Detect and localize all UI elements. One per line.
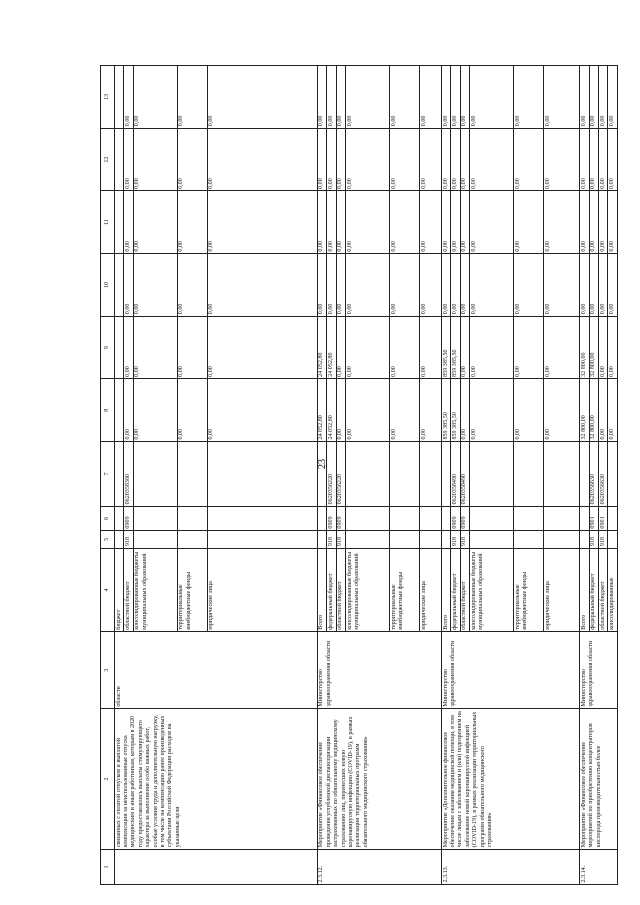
row-number-cell bbox=[115, 849, 318, 884]
amount-cell bbox=[115, 128, 124, 191]
row-number-cell: 2.3.13. bbox=[442, 849, 580, 884]
amount-cell: 0,00 bbox=[451, 191, 460, 254]
column-header: 3 bbox=[101, 632, 115, 709]
funding-source-cell: областной бюджет bbox=[124, 548, 133, 632]
target-article-cell bbox=[544, 442, 580, 507]
amount-cell: 0,00 bbox=[442, 128, 451, 191]
amount-cell: 0,00 bbox=[327, 191, 336, 254]
section-code-cell bbox=[346, 506, 390, 530]
funding-source-cell: Всего bbox=[442, 548, 451, 632]
target-article-cell bbox=[514, 442, 544, 507]
section-code-cell: 0909 bbox=[336, 506, 345, 530]
amount-cell: 0,00 bbox=[317, 254, 326, 317]
section-code-cell bbox=[207, 506, 317, 530]
target-article-cell: 0620356220 bbox=[336, 442, 345, 507]
section-code-cell bbox=[177, 506, 207, 530]
amount-cell: 24 052,80 bbox=[327, 379, 336, 442]
amount-cell: 0,00 bbox=[451, 66, 460, 129]
amount-cell: 0,00 bbox=[514, 66, 544, 129]
funding-source-cell: консолидированные бюджеты муниципальных образований bbox=[470, 548, 514, 632]
amount-cell: 0,00 bbox=[514, 254, 544, 317]
amount-cell: 859 385,50 bbox=[451, 379, 460, 442]
amount-cell: 0,00 bbox=[460, 316, 469, 379]
amount-cell: 24 052,80 bbox=[317, 379, 326, 442]
amount-cell: 0,00 bbox=[177, 254, 207, 317]
amount-cell: 24 052,80 bbox=[327, 316, 336, 379]
amount-cell: 0,00 bbox=[580, 128, 589, 191]
amount-cell: 32 800,00 bbox=[589, 316, 598, 379]
amount-cell: 0,00 bbox=[327, 66, 336, 129]
funding-source-cell: территориальные внебюджетные фонды bbox=[514, 548, 544, 632]
amount-cell: 0,00 bbox=[420, 191, 442, 254]
amount-cell: 0,00 bbox=[420, 66, 442, 129]
amount-cell: 859 385,50 bbox=[442, 316, 451, 379]
grbs-code-cell bbox=[420, 531, 442, 549]
amount-cell: 0,00 bbox=[580, 191, 589, 254]
executor-cell: области bbox=[115, 632, 318, 709]
amount-cell: 859 385,50 bbox=[451, 316, 460, 379]
column-header: 4 bbox=[101, 548, 115, 632]
target-article-cell: 0620356630 bbox=[599, 442, 608, 507]
section-code-cell bbox=[442, 506, 451, 530]
target-article-cell bbox=[207, 442, 317, 507]
column-header: 13 bbox=[101, 66, 115, 129]
amount-cell: 0,00 bbox=[207, 379, 317, 442]
column-header: 12 bbox=[101, 128, 115, 191]
amount-cell: 0,00 bbox=[317, 66, 326, 129]
amount-cell: 0,00 bbox=[346, 128, 390, 191]
grbs-code-cell bbox=[177, 531, 207, 549]
grbs-code-cell bbox=[544, 531, 580, 549]
amount-cell: 0,00 bbox=[124, 128, 133, 191]
grbs-code-cell bbox=[133, 531, 177, 549]
target-article-cell bbox=[608, 442, 617, 507]
amount-cell: 0,00 bbox=[442, 254, 451, 317]
amount-cell: 0,00 bbox=[608, 316, 617, 379]
target-article-cell bbox=[133, 442, 177, 507]
amount-cell: 0,00 bbox=[608, 66, 617, 129]
amount-cell: 0,00 bbox=[177, 191, 207, 254]
section-code-cell bbox=[544, 506, 580, 530]
executor-cell: Министерство здравоохранения области bbox=[317, 632, 441, 709]
amount-cell: 0,00 bbox=[451, 128, 460, 191]
page-number: 23 bbox=[317, 459, 328, 469]
column-header: 8 bbox=[101, 379, 115, 442]
section-code-cell bbox=[580, 506, 589, 530]
amount-cell: 0,00 bbox=[207, 191, 317, 254]
amount-cell: 0,00 bbox=[451, 254, 460, 317]
amount-cell: 0,00 bbox=[133, 191, 177, 254]
measure-description-cell: Мероприятие «Финансовое обеспечение мероприятий по приобретению концентраторов кислорода производительностью более bbox=[580, 709, 618, 850]
amount-cell: 0,00 bbox=[177, 128, 207, 191]
amount-cell: 0,00 bbox=[390, 66, 420, 129]
target-article-cell bbox=[115, 442, 124, 507]
grbs-code-cell: 918 bbox=[589, 531, 598, 549]
section-code-cell bbox=[608, 506, 617, 530]
grbs-code-cell bbox=[390, 531, 420, 549]
amount-cell: 0,00 bbox=[207, 128, 317, 191]
amount-cell: 0,00 bbox=[608, 254, 617, 317]
column-header: 9 bbox=[101, 316, 115, 379]
executor-cell: Министерство здравоохранения области bbox=[580, 632, 618, 709]
amount-cell: 0,00 bbox=[608, 128, 617, 191]
amount-cell: 0,00 bbox=[470, 128, 514, 191]
amount-cell: 0,00 bbox=[460, 128, 469, 191]
grbs-code-cell: 918 bbox=[327, 531, 336, 549]
column-header: 5 bbox=[101, 531, 115, 549]
amount-cell: 0,00 bbox=[390, 128, 420, 191]
column-header: 1 bbox=[101, 849, 115, 884]
amount-cell: 0,00 bbox=[317, 191, 326, 254]
amount-cell: 0,00 bbox=[599, 66, 608, 129]
section-code-cell: 0901 bbox=[589, 506, 598, 530]
amount-cell bbox=[115, 379, 124, 442]
amount-cell: 0,00 bbox=[317, 128, 326, 191]
amount-cell: 0,00 bbox=[599, 379, 608, 442]
target-article-cell bbox=[346, 442, 390, 507]
amount-cell: 0,00 bbox=[589, 66, 598, 129]
grbs-code-cell bbox=[115, 531, 124, 549]
column-header: 2 bbox=[101, 709, 115, 850]
amount-cell: 0,00 bbox=[442, 66, 451, 129]
target-article-cell bbox=[470, 442, 514, 507]
target-article-cell: 0620356220 bbox=[327, 442, 336, 507]
target-article-cell bbox=[317, 442, 326, 507]
amount-cell: 0,00 bbox=[177, 66, 207, 129]
budget-table bbox=[100, 65, 618, 885]
amount-cell: 0,00 bbox=[346, 316, 390, 379]
amount-cell: 0,00 bbox=[133, 128, 177, 191]
section-code-cell: 0901 bbox=[599, 506, 608, 530]
grbs-code-cell bbox=[514, 531, 544, 549]
column-header: 10 bbox=[101, 254, 115, 317]
target-article-cell: 0620358490 bbox=[451, 442, 460, 507]
target-article-cell bbox=[390, 442, 420, 507]
grbs-code-cell bbox=[207, 531, 317, 549]
measure-description-cell: связанных с оплатой отпусков и выплатой компенсации за неиспользованные отпуска медицинским и иным работникам, которым в 2020 году предоставлялись выплаты стимулирующего характера за выполнение особо важных работ, особые условия труда и дополнительную нагрузку, в том числе на компенсацию ранее произведенных субъектами Российской Федерации расходов на указанные цели bbox=[115, 709, 318, 850]
amount-cell: 0,00 bbox=[390, 254, 420, 317]
funding-source-cell: федеральный бюджет bbox=[327, 548, 336, 632]
amount-cell: 0,00 bbox=[124, 254, 133, 317]
funding-source-cell: консолидированные бюджеты муниципальных образований bbox=[346, 548, 390, 632]
grbs-code-cell: 918 bbox=[451, 531, 460, 549]
amount-cell: 0,00 bbox=[470, 191, 514, 254]
amount-cell: 0,00 bbox=[346, 191, 390, 254]
table-row bbox=[317, 66, 326, 885]
amount-cell: 0,00 bbox=[599, 254, 608, 317]
amount-cell: 0,00 bbox=[124, 191, 133, 254]
target-article-cell: 0620356630 bbox=[589, 442, 598, 507]
funding-source-cell: территориальные внебюджетные фонды bbox=[390, 548, 420, 632]
measure-description-cell: Мероприятие «Дополнительное финансовое обеспечение оказания медицинской помощи, в том числе лицам с заболеванием и (или) подозрением на заболевание новой коронавирусной инфекцией (COVID-19), в рамках реализации территориальных программ обязательного медицинского страхования» bbox=[442, 709, 580, 850]
amount-cell: 0,00 bbox=[599, 316, 608, 379]
amount-cell: 0,00 bbox=[336, 191, 345, 254]
amount-cell: 0,00 bbox=[390, 191, 420, 254]
amount-cell: 0,00 bbox=[470, 254, 514, 317]
amount-cell: 0,00 bbox=[420, 128, 442, 191]
amount-cell: 0,00 bbox=[460, 191, 469, 254]
funding-source-cell: территориальные внебюджетные фонды bbox=[177, 548, 207, 632]
grbs-code-cell bbox=[580, 531, 589, 549]
target-article-cell: 0620358360 bbox=[124, 442, 133, 507]
amount-cell: 0,00 bbox=[420, 254, 442, 317]
amount-cell: 0,00 bbox=[420, 379, 442, 442]
section-code-cell bbox=[514, 506, 544, 530]
table-row bbox=[442, 66, 451, 885]
amount-cell: 32 800,00 bbox=[589, 379, 598, 442]
amount-cell: 32 800,00 bbox=[580, 379, 589, 442]
section-code-cell: 0909 bbox=[460, 506, 469, 530]
section-code-cell bbox=[115, 506, 124, 530]
amount-cell bbox=[115, 191, 124, 254]
amount-cell bbox=[115, 316, 124, 379]
funding-source-cell: юридические лица bbox=[207, 548, 317, 632]
table-body bbox=[101, 66, 618, 885]
funding-source-cell: федеральный бюджет bbox=[589, 548, 598, 632]
section-code-cell bbox=[470, 506, 514, 530]
grbs-code-cell bbox=[346, 531, 390, 549]
target-article-cell bbox=[177, 442, 207, 507]
target-article-cell: 0620358490 bbox=[460, 442, 469, 507]
amount-cell: 32 800,00 bbox=[580, 316, 589, 379]
target-article-cell bbox=[442, 442, 451, 507]
amount-cell: 0,00 bbox=[580, 254, 589, 317]
grbs-code-cell bbox=[470, 531, 514, 549]
amount-cell: 0,00 bbox=[460, 254, 469, 317]
grbs-code-cell bbox=[608, 531, 617, 549]
amount-cell: 0,00 bbox=[599, 191, 608, 254]
section-code-cell bbox=[420, 506, 442, 530]
amount-cell: 0,00 bbox=[544, 316, 580, 379]
amount-cell: 0,00 bbox=[124, 316, 133, 379]
amount-cell: 24 052,80 bbox=[317, 316, 326, 379]
section-code-cell: 0909 bbox=[124, 506, 133, 530]
amount-cell: 0,00 bbox=[390, 379, 420, 442]
amount-cell: 0,00 bbox=[544, 128, 580, 191]
section-code-cell: 0909 bbox=[327, 506, 336, 530]
amount-cell: 0,00 bbox=[207, 254, 317, 317]
amount-cell: 0,00 bbox=[544, 379, 580, 442]
header-row bbox=[101, 66, 115, 885]
executor-cell: Министерство здравоохранения области bbox=[442, 632, 580, 709]
funding-source-cell: Всего bbox=[317, 548, 326, 632]
funding-source-cell: консолидированные бюджеты муниципальных образований bbox=[133, 548, 177, 632]
amount-cell: 0,00 bbox=[207, 316, 317, 379]
row-number-cell: 2.3.12. bbox=[317, 849, 441, 884]
target-article-cell bbox=[420, 442, 442, 507]
amount-cell: 0,00 bbox=[133, 316, 177, 379]
amount-cell: 0,00 bbox=[514, 191, 544, 254]
amount-cell: 0,00 bbox=[599, 128, 608, 191]
amount-cell: 0,00 bbox=[608, 191, 617, 254]
grbs-code-cell bbox=[442, 531, 451, 549]
funding-source-cell: областной бюджет bbox=[599, 548, 608, 632]
grbs-code-cell bbox=[317, 531, 326, 549]
amount-cell: 0,00 bbox=[207, 66, 317, 129]
column-header: 11 bbox=[101, 191, 115, 254]
amount-cell: 0,00 bbox=[514, 128, 544, 191]
grbs-code-cell: 918 bbox=[599, 531, 608, 549]
amount-cell: 0,00 bbox=[336, 316, 345, 379]
amount-cell: 859 385,50 bbox=[442, 379, 451, 442]
amount-cell: 0,00 bbox=[133, 254, 177, 317]
amount-cell: 0,00 bbox=[327, 128, 336, 191]
amount-cell: 0,00 bbox=[346, 379, 390, 442]
landscape-page bbox=[100, 65, 615, 885]
amount-cell: 0,00 bbox=[327, 254, 336, 317]
amount-cell: 0,00 bbox=[544, 191, 580, 254]
amount-cell: 0,00 bbox=[470, 379, 514, 442]
funding-source-cell: Всего bbox=[580, 548, 589, 632]
funding-source-cell: бюджет bbox=[115, 548, 124, 632]
amount-cell: 0,00 bbox=[336, 254, 345, 317]
column-header: 7 bbox=[101, 442, 115, 507]
section-code-cell bbox=[390, 506, 420, 530]
amount-cell: 0,00 bbox=[514, 379, 544, 442]
amount-cell: 0,00 bbox=[336, 128, 345, 191]
section-code-cell: 0909 bbox=[451, 506, 460, 530]
amount-cell bbox=[115, 66, 124, 129]
amount-cell: 0,00 bbox=[420, 316, 442, 379]
grbs-code-cell: 918 bbox=[460, 531, 469, 549]
amount-cell: 0,00 bbox=[589, 128, 598, 191]
section-code-cell bbox=[133, 506, 177, 530]
amount-cell: 0,00 bbox=[544, 66, 580, 129]
amount-cell bbox=[115, 254, 124, 317]
amount-cell: 0,00 bbox=[470, 316, 514, 379]
amount-cell: 0,00 bbox=[133, 66, 177, 129]
amount-cell: 0,00 bbox=[336, 379, 345, 442]
amount-cell: 0,00 bbox=[133, 379, 177, 442]
amount-cell: 0,00 bbox=[460, 66, 469, 129]
grbs-code-cell: 918 bbox=[336, 531, 345, 549]
amount-cell: 0,00 bbox=[346, 254, 390, 317]
table-row bbox=[115, 66, 124, 885]
funding-source-cell: юридические лица bbox=[544, 548, 580, 632]
funding-source-cell: областной бюджет bbox=[336, 548, 345, 632]
amount-cell: 0,00 bbox=[470, 66, 514, 129]
amount-cell: 0,00 bbox=[124, 66, 133, 129]
amount-cell: 0,00 bbox=[390, 316, 420, 379]
funding-source-cell: федеральный бюджет bbox=[451, 548, 460, 632]
amount-cell: 0,00 bbox=[544, 254, 580, 317]
amount-cell: 0,00 bbox=[177, 316, 207, 379]
table-row bbox=[580, 66, 589, 885]
amount-cell: 0,00 bbox=[346, 66, 390, 129]
rotated-table-frame bbox=[100, 65, 615, 885]
grbs-code-cell: 918 bbox=[124, 531, 133, 549]
row-number-cell: 2.3.14. bbox=[580, 849, 618, 884]
amount-cell: 0,00 bbox=[336, 66, 345, 129]
amount-cell: 0,00 bbox=[589, 254, 598, 317]
column-header: 6 bbox=[101, 506, 115, 530]
funding-source-cell: консолидированные bbox=[608, 548, 617, 632]
amount-cell: 0,00 bbox=[589, 191, 598, 254]
amount-cell: 0,00 bbox=[460, 379, 469, 442]
amount-cell: 0,00 bbox=[124, 379, 133, 442]
funding-source-cell: юридические лица bbox=[420, 548, 442, 632]
measure-description-cell: Мероприятие «Финансовое обеспечение проведения углубленной диспансеризации застрахованных по обязательному медицинскому страхованию лиц, перенесших новую коронавирусную инфекцию (COVID-19), в рамках реализации территориальных программ обязательного медицинского страхования» bbox=[317, 709, 441, 850]
amount-cell: 0,00 bbox=[442, 191, 451, 254]
target-article-cell bbox=[580, 442, 589, 507]
section-code-cell bbox=[317, 506, 326, 530]
amount-cell: 0,00 bbox=[177, 379, 207, 442]
amount-cell: 0,00 bbox=[608, 379, 617, 442]
amount-cell: 0,00 bbox=[514, 316, 544, 379]
amount-cell: 0,00 bbox=[580, 66, 589, 129]
funding-source-cell: областной бюджет bbox=[460, 548, 469, 632]
